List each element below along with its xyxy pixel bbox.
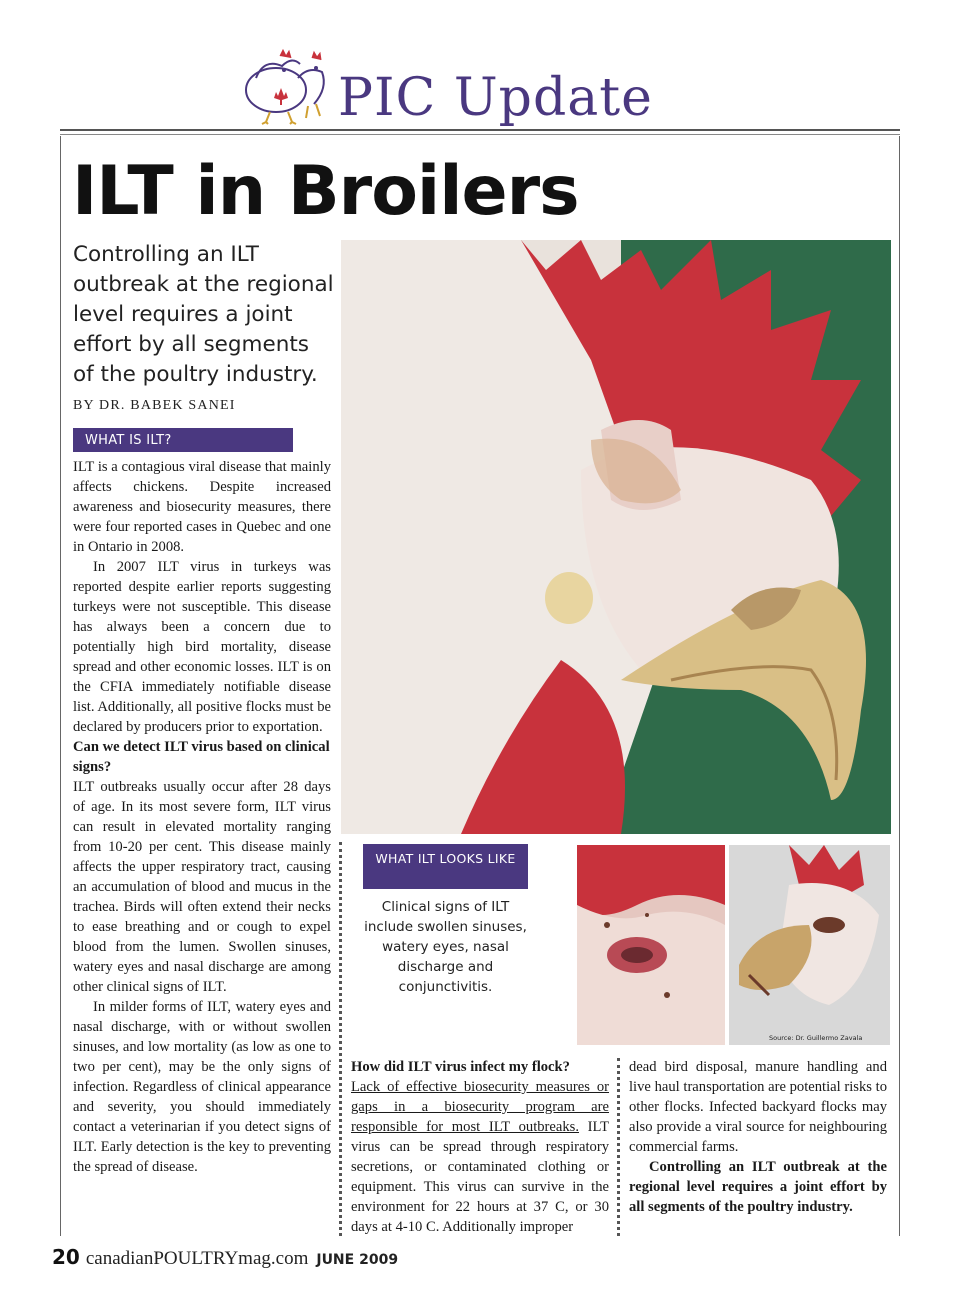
section-label-what-is-ilt: WHAT IS ILT? bbox=[73, 428, 293, 452]
byline: BY DR. BABEK SANEI bbox=[73, 398, 236, 413]
article-deck: Controlling an ILT outbreak at the regional level requires a joint effort by all segments of the poultry industry. bbox=[73, 242, 334, 387]
paragraph: dead bird disposal, manure handling and live haul transportation are potential risks to other flocks. Infected backyard flocks may also provide a viral source for neighbouring commercial farms. bbox=[629, 1059, 887, 1155]
photo-credit: Source: Dr. Guillermo Zavala bbox=[769, 1034, 863, 1042]
header-rule bbox=[60, 129, 900, 131]
poultry-logo-maple-leaf-icon bbox=[236, 48, 332, 126]
photo-swollen-eye bbox=[577, 845, 725, 1045]
paragraph: In 2007 ILT virus in turkeys was reported despite earlier reports suggesting turkeys were not susceptible. This disease has always been a concern due to potentially high bird mortality, disease spread and other economic losses. ILT is on the CFIA immediately notifiable disease list. Additionally, all positive flocks must be declared by producers prior to exportation. bbox=[73, 559, 331, 735]
article-headline: ILT in Broilers bbox=[72, 152, 579, 231]
photo-nasal-discharge bbox=[729, 845, 890, 1045]
paragraph: In milder forms of ILT, watery eyes and nasal discharge, with or without swollen sinuses, and low mortality (as low as one to two per cent), may be the only signs of infection. Regardless of clinical appearance and severity, you should immediately contact a veterinarian if you detect signs of ILT. Early detection is the key to preventing the spread of disease. bbox=[73, 999, 331, 1175]
header-rule bbox=[60, 134, 900, 135]
issue-date: JUNE 2009 bbox=[316, 1252, 399, 1268]
paragraph bbox=[351, 1077, 609, 1237]
main-photo-chicken-head bbox=[341, 240, 891, 834]
column-divider bbox=[339, 842, 342, 1236]
paragraph: ILT outbreaks usually occur after 28 days of age. In its most severe form, ILT virus can result in elevated mortality ranging from 10-20 per cent. This disease mainly affects the upper respiratory tract, causing an accumulation of blood and mucus in the trachea. Birds will often extend their necks to ease breathing and or cough to expel blood from the lumen. Swollen sinuses, watery eyes and nasal discharge are among other clinical signs of ILT. bbox=[73, 779, 331, 995]
frame-border-right bbox=[899, 136, 900, 1236]
paragraph: ILT is a contagious viral disease that mainly affects chickens. Despite increased awareness and biosecurity measures, there were four reported cases in Quebec and one in Ontario in 2008. bbox=[73, 459, 331, 555]
sidebar-label: WHAT ILT LOOKS LIKE bbox=[363, 844, 528, 889]
page-footer bbox=[52, 1245, 398, 1270]
closing-paragraph: Controlling an ILT outbreak at the regional level requires a joint effort by all segments of the poultry industry. bbox=[629, 1159, 887, 1215]
sidebar-caption: Clinical signs of ILT include swollen sinuses, watery eyes, nasal discharge and conjunctivitis. bbox=[364, 899, 527, 995]
website-url: canadianPOULTRYmag.com bbox=[85, 1248, 309, 1269]
column-divider bbox=[617, 1058, 620, 1236]
subheading: Can we detect ILT virus based on clinical signs? bbox=[73, 739, 330, 775]
page-number: 20 bbox=[52, 1245, 80, 1269]
article-column-3 bbox=[629, 1057, 887, 1217]
frame-border-left bbox=[60, 136, 61, 1236]
underlined-text: Lack of effective biosecurity measures or gaps in a biosecurity program are responsible for most ILT outbreaks. bbox=[351, 1079, 609, 1135]
article-column-2 bbox=[351, 1057, 609, 1237]
article-column-1 bbox=[73, 457, 331, 1177]
section-title: PIC Update bbox=[338, 68, 653, 128]
text-span: ILT virus can be spread through respiratory secretions, or contaminated clothing or equipment. This virus can survive in the environment for 22 hours at 37 C, or 30 days at 4-10 C. Additionally improper bbox=[351, 1119, 609, 1235]
subheading: How did ILT virus infect my flock? bbox=[351, 1059, 570, 1075]
